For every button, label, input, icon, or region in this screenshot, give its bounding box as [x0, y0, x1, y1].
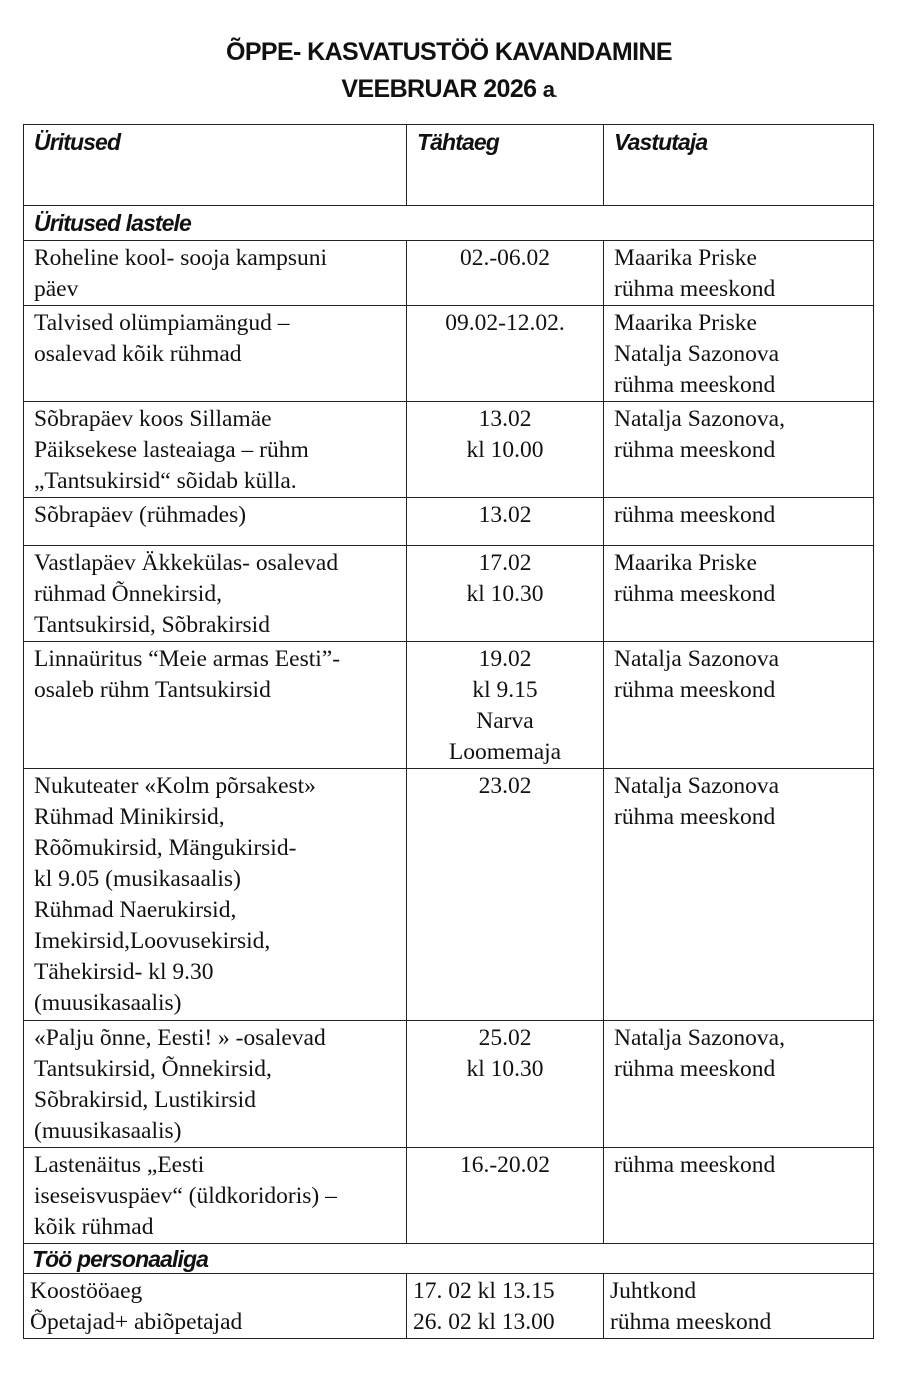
responsible-cell-line: rühma meeskond — [614, 437, 776, 463]
staff-responsible-cell-line: Juhtkond — [610, 1278, 697, 1304]
staff-date-cell-line: 26. 02 kl 13.00 — [413, 1309, 555, 1335]
responsible-cell — [604, 241, 874, 306]
date-cell — [407, 642, 604, 769]
event-cell-line: Linnaüritus “Meie armas Eesti”- — [34, 646, 341, 672]
date-cell-line: Loomemaja — [448, 739, 562, 765]
event-cell — [24, 306, 407, 402]
responsible-cell-line: rühma meeskond — [614, 1152, 776, 1178]
table-row — [24, 402, 874, 498]
responsible-cell-line: Maarika Priske — [614, 245, 757, 271]
responsible-cell — [604, 306, 874, 402]
date-cell — [407, 769, 604, 1021]
responsible-cell — [604, 642, 874, 769]
responsible-cell-line: Natalja Sazonova — [614, 341, 780, 367]
event-cell — [24, 769, 407, 1021]
event-cell-line: Tantsukirsid, Sõbrakirsid — [34, 612, 270, 638]
date-cell-line: 09.02-12.02. — [445, 310, 565, 336]
event-cell-line: osalevad kõik rühmad — [34, 341, 242, 367]
date-cell-line: 23.02 — [478, 773, 532, 799]
subtitle-suffix: a — [542, 77, 555, 102]
table-row — [24, 1148, 874, 1244]
staff-event-cell-line: Koostööaeg — [30, 1278, 143, 1304]
staff-responsible-cell — [604, 1274, 874, 1339]
responsible-cell-line: rühma meeskond — [614, 372, 776, 398]
header-deadline: Tähtaeg — [407, 125, 604, 206]
date-cell — [407, 402, 604, 498]
date-cell-line: 13.02 — [478, 502, 532, 528]
date-cell-line: kl 9.15 — [472, 677, 538, 703]
event-cell-line: Vastlapäev Äkkekülas- osalevad — [34, 550, 339, 576]
schedule-table — [23, 124, 874, 1339]
responsible-cell — [604, 1021, 874, 1148]
responsible-cell-line: rühma meeskond — [614, 804, 776, 830]
event-cell-line: rühmad Õnnekirsid, — [34, 581, 222, 607]
date-cell — [407, 1148, 604, 1244]
event-cell-line: kl 9.05 (musikasaalis) — [34, 866, 241, 892]
event-cell-line: kõik rühmad — [34, 1214, 154, 1240]
event-cell-line: „Tantsukirsid“ sõidab külla. — [34, 468, 297, 494]
date-cell — [407, 546, 604, 642]
staff-date-cell — [407, 1274, 604, 1339]
table-row — [24, 306, 874, 402]
event-cell — [24, 1148, 407, 1244]
date-cell-line: Narva — [476, 708, 534, 734]
event-cell-line: iseseisvuspäev“ (üldkoridoris) – — [34, 1183, 337, 1209]
table-header-row — [24, 125, 874, 206]
header-responsible: Vastutaja — [604, 125, 874, 206]
table-row — [24, 769, 874, 1021]
event-cell-line: Rühmad Minikirsid, — [34, 804, 225, 830]
event-cell-line: Sõbrakirsid, Lustikirsid — [34, 1087, 256, 1113]
date-cell — [407, 241, 604, 306]
date-cell-line: kl 10.00 — [466, 437, 544, 463]
date-cell-line: 16.-20.02 — [459, 1152, 551, 1178]
date-cell-line: 02.-06.02 — [459, 245, 551, 271]
table-row — [24, 546, 874, 642]
table-row — [24, 241, 874, 306]
date-cell-line: 13.02 — [478, 406, 532, 432]
event-cell — [24, 402, 407, 498]
date-cell — [407, 306, 604, 402]
responsible-cell — [604, 546, 874, 642]
date-cell-line: kl 10.30 — [466, 1056, 544, 1082]
section-title-staff: Töö personaaliga — [24, 1244, 874, 1274]
section-row-children — [24, 206, 874, 241]
event-cell-line: Talvised olümpiamängud – — [34, 310, 290, 336]
section-row-staff — [24, 1244, 874, 1274]
date-cell-line: 19.02 — [478, 646, 532, 672]
event-cell-line: Tantsukirsid, Õnnekirsid, — [34, 1056, 272, 1082]
section-title-children: Üritused lastele — [24, 206, 874, 241]
page-title: ÕPPE- KASVATUSTÖÖ KAVANDAMINE — [225, 38, 673, 66]
table-row — [24, 1021, 874, 1148]
event-cell — [24, 1021, 407, 1148]
event-cell — [24, 642, 407, 769]
event-cell-line: (muusikasaalis) — [34, 990, 182, 1016]
date-cell — [407, 1021, 604, 1148]
responsible-cell — [604, 498, 874, 546]
event-cell-line: (muusikasaalis) — [34, 1118, 182, 1144]
event-cell-line: osaleb rühm Tantsukirsid — [34, 677, 271, 703]
responsible-cell-line: rühma meeskond — [614, 502, 776, 528]
staff-responsible-cell-line: rühma meeskond — [610, 1309, 772, 1335]
subtitle-dot: . — [554, 89, 557, 100]
responsible-cell-line: Natalja Sazonova, — [614, 1025, 785, 1051]
header-events: Üritused — [24, 125, 407, 206]
page-subtitle — [0, 75, 898, 104]
responsible-cell-line: Maarika Priske — [614, 310, 757, 336]
date-cell-line: 25.02 — [478, 1025, 532, 1051]
responsible-cell-line: rühma meeskond — [614, 677, 776, 703]
event-cell-line: päev — [34, 276, 79, 302]
event-cell-line: Imekirsid,Loovusekirsid, — [34, 928, 271, 954]
responsible-cell-line: Maarika Priske — [614, 550, 757, 576]
date-cell — [407, 498, 604, 546]
event-cell-line: Sõbrapäev (rühmades) — [34, 502, 247, 528]
responsible-cell — [604, 402, 874, 498]
subtitle-month: VEEBRUAR 2026 — [341, 75, 537, 103]
table-row-staff — [24, 1274, 874, 1339]
responsible-cell-line: rühma meeskond — [614, 276, 776, 302]
date-cell-line: kl 10.30 — [466, 581, 544, 607]
responsible-cell-line: rühma meeskond — [614, 581, 776, 607]
responsible-cell — [604, 1148, 874, 1244]
staff-event-cell — [24, 1274, 407, 1339]
event-cell — [24, 546, 407, 642]
event-cell-line: Rõõmukirsid, Mängukirsid- — [34, 835, 297, 861]
responsible-cell-line: rühma meeskond — [614, 1056, 776, 1082]
event-cell-line: Rühmad Naerukirsid, — [34, 897, 237, 923]
staff-event-cell-line: Õpetajad+ abiõpetajad — [30, 1309, 243, 1335]
event-cell-line: Nukuteater «Kolm põrsakest» — [34, 773, 316, 799]
staff-date-cell-line: 17. 02 kl 13.15 — [413, 1278, 555, 1304]
event-cell-line: Tähekirsid- kl 9.30 — [34, 959, 214, 985]
responsible-cell-line: Natalja Sazonova — [614, 773, 780, 799]
date-cell-line: 17.02 — [478, 550, 532, 576]
responsible-cell-line: Natalja Sazonova — [614, 646, 780, 672]
table-row — [24, 642, 874, 769]
responsible-cell — [604, 769, 874, 1021]
event-cell-line: Roheline kool- sooja kampsuni — [34, 245, 328, 271]
event-cell-line: Lastenäitus „Eesti — [34, 1152, 205, 1178]
event-cell-line: Sõbrapäev koos Sillamäe — [34, 406, 272, 432]
event-cell-line: Päiksekese lasteaiaga – rühm — [34, 437, 309, 463]
event-cell — [24, 241, 407, 306]
responsible-cell-line: Natalja Sazonova, — [614, 406, 785, 432]
table-row — [24, 498, 874, 546]
event-cell — [24, 498, 407, 546]
event-cell-line: «Palju õnne, Eesti! » -osalevad — [34, 1025, 326, 1051]
